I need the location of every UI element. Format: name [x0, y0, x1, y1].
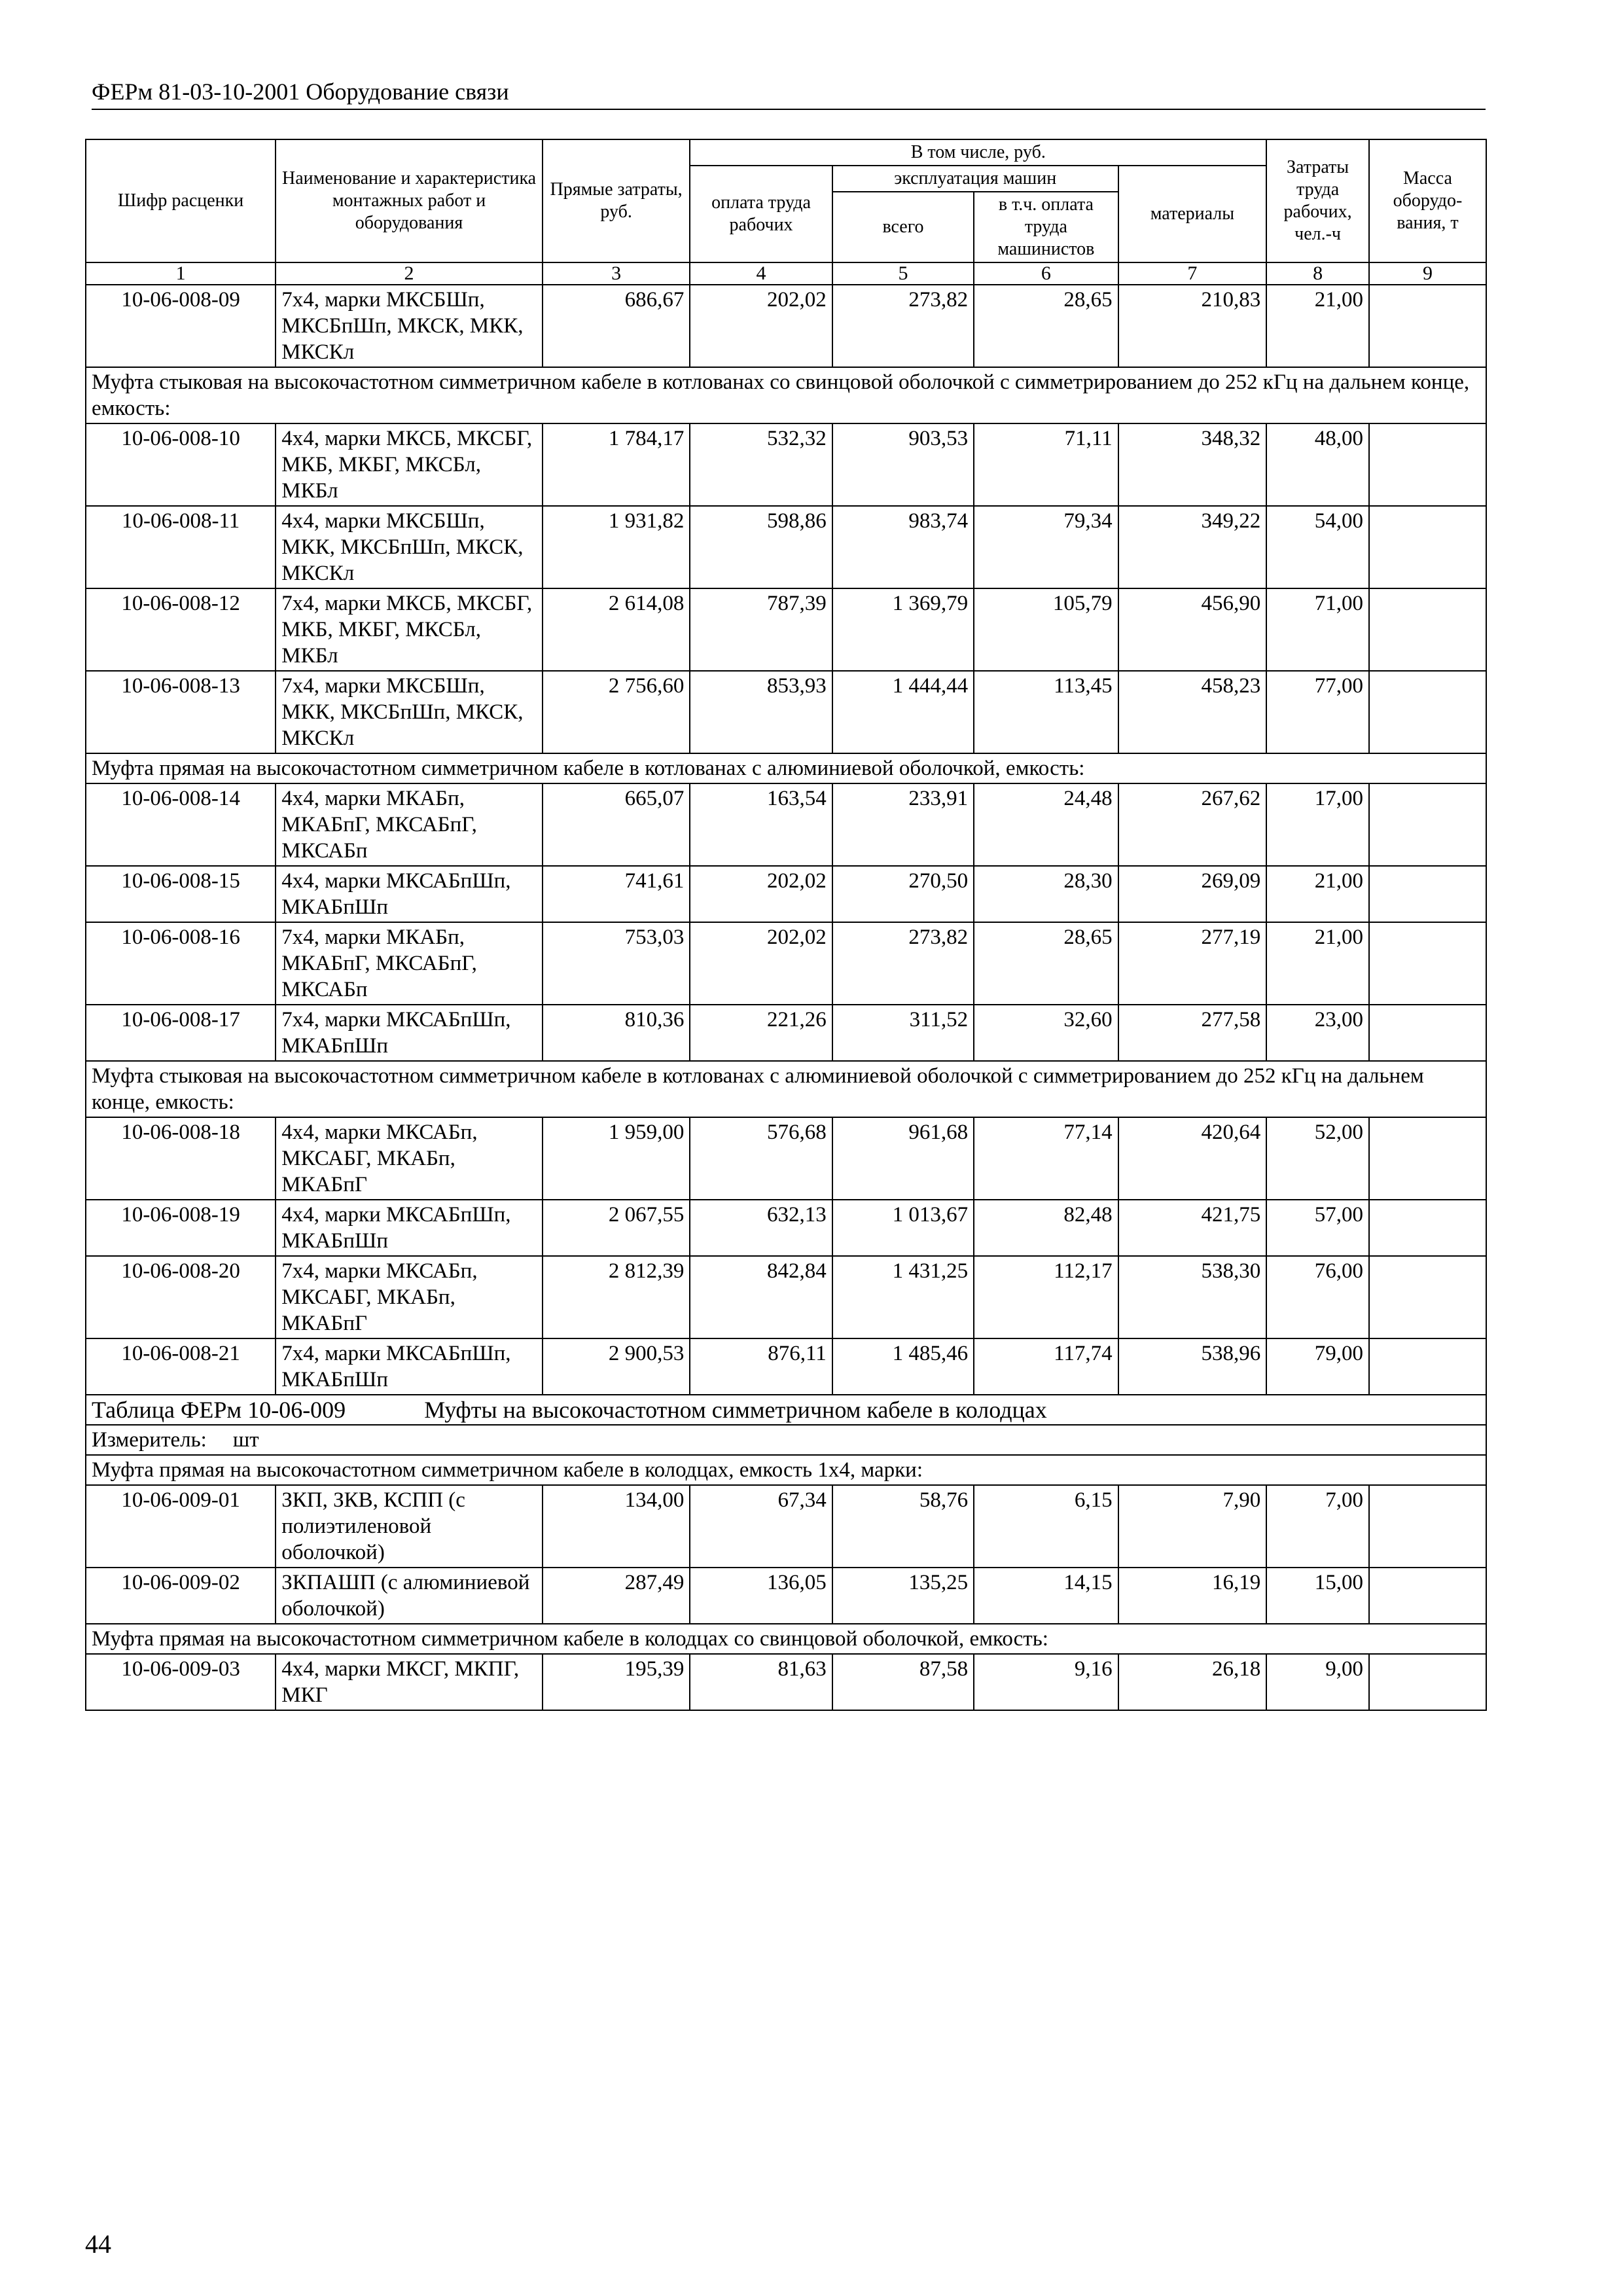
- equipment-mass: [1369, 285, 1486, 367]
- measure-label: Измеритель:: [92, 1428, 207, 1452]
- machines-pay: 9,16: [974, 1654, 1118, 1710]
- section-caption: Муфта прямая на высокочастотном симметричном кабеле в котлованах с алюминиевой оболочкой, емкость:: [86, 753, 1486, 783]
- equipment-mass: [1369, 1005, 1486, 1061]
- column-number: 7: [1118, 262, 1267, 285]
- table-row: [86, 783, 1486, 866]
- table-row: [86, 423, 1486, 506]
- direct-cost: 686,67: [543, 285, 690, 367]
- rate-code: 10-06-008-10: [86, 423, 276, 506]
- labor-pay: 163,54: [690, 783, 832, 866]
- machines-total: 311,52: [832, 1005, 974, 1061]
- header-labor-cost: Затраты труда рабочих, чел.-ч: [1266, 139, 1369, 262]
- table-row: [86, 1568, 1486, 1624]
- page-number: 44: [85, 2229, 111, 2259]
- direct-cost: 1 931,82: [543, 506, 690, 588]
- machines-pay: 71,11: [974, 423, 1118, 506]
- equipment-mass: [1369, 588, 1486, 671]
- direct-cost: 195,39: [543, 1654, 690, 1710]
- table-row: [86, 671, 1486, 753]
- direct-cost: 287,49: [543, 1568, 690, 1624]
- labor-hours: 23,00: [1266, 1005, 1369, 1061]
- labor-pay: 202,02: [690, 285, 832, 367]
- rate-code: 10-06-008-15: [86, 866, 276, 922]
- equipment-mass: [1369, 1654, 1486, 1710]
- header-including: В том числе, руб.: [690, 139, 1266, 166]
- machines-pay: 79,34: [974, 506, 1118, 588]
- column-number: 4: [690, 262, 832, 285]
- equipment-mass: [1369, 423, 1486, 506]
- measure-unit: шт: [232, 1428, 259, 1452]
- machines-total: 1 485,46: [832, 1338, 974, 1395]
- section-caption: Муфта стыковая на высокочастотном симметричном кабеле в котлованах с алюминиевой оболочкой с симметрированием до 252 кГц на дальнем конце, емкость:: [86, 1061, 1486, 1117]
- column-number: 3: [543, 262, 690, 285]
- labor-hours: 21,00: [1266, 285, 1369, 367]
- equipment-mass: [1369, 922, 1486, 1005]
- table-title-row: [86, 1395, 1486, 1425]
- rate-code: 10-06-009-02: [86, 1568, 276, 1624]
- rate-code: 10-06-009-03: [86, 1654, 276, 1710]
- machines-total: 270,50: [832, 866, 974, 922]
- labor-hours: 77,00: [1266, 671, 1369, 753]
- table-row: [86, 588, 1486, 671]
- machines-pay: 82,48: [974, 1200, 1118, 1256]
- materials-cost: 348,32: [1118, 423, 1267, 506]
- machines-total: 983,74: [832, 506, 974, 588]
- direct-cost: 665,07: [543, 783, 690, 866]
- header-code: Шифр расценки: [86, 139, 276, 262]
- work-name: 4х4, марки МКСГ, МКПГ, МКГ: [276, 1654, 543, 1710]
- work-name: 4х4, марки МКСБ, МКСБГ, МКБ, МКБГ, МКСБл, МКБл: [276, 423, 543, 506]
- work-name: ЗКП, ЗКВ, КСПП (с полиэтиленовой оболочкой): [276, 1485, 543, 1568]
- equipment-mass: [1369, 506, 1486, 588]
- materials-cost: 16,19: [1118, 1568, 1267, 1624]
- column-numbers-row: [86, 262, 1486, 285]
- labor-pay: 67,34: [690, 1485, 832, 1568]
- direct-cost: 1 784,17: [543, 423, 690, 506]
- labor-pay: 202,02: [690, 922, 832, 1005]
- section-caption: Муфта прямая на высокочастотном симметричном кабеле в колодцах со свинцовой оболочкой, емкость:: [86, 1624, 1486, 1654]
- labor-hours: 17,00: [1266, 783, 1369, 866]
- machines-total: 233,91: [832, 783, 974, 866]
- labor-pay: 532,32: [690, 423, 832, 506]
- machines-total: 135,25: [832, 1568, 974, 1624]
- rate-code: 10-06-008-19: [86, 1200, 276, 1256]
- equipment-mass: [1369, 866, 1486, 922]
- machines-pay: 24,48: [974, 783, 1118, 866]
- machines-pay: 112,17: [974, 1256, 1118, 1338]
- direct-cost: 810,36: [543, 1005, 690, 1061]
- work-name: 4х4, марки МКСАБпШп, МКАБпШп: [276, 1200, 543, 1256]
- equipment-mass: [1369, 1568, 1486, 1624]
- materials-cost: 421,75: [1118, 1200, 1267, 1256]
- machines-total: 1 444,44: [832, 671, 974, 753]
- equipment-mass: [1369, 1338, 1486, 1395]
- labor-pay: 136,05: [690, 1568, 832, 1624]
- work-name: 4х4, марки МКАБп, МКАБпГ, МКСАБпГ, МКСАБп: [276, 783, 543, 866]
- labor-hours: 71,00: [1266, 588, 1369, 671]
- materials-cost: 277,58: [1118, 1005, 1267, 1061]
- machines-total: 1 013,67: [832, 1200, 974, 1256]
- work-name: 7х4, марки МКСАБпШп, МКАБпШп: [276, 1338, 543, 1395]
- labor-hours: 54,00: [1266, 506, 1369, 588]
- labor-hours: 48,00: [1266, 423, 1369, 506]
- labor-pay: 576,68: [690, 1117, 832, 1200]
- table-number: Таблица ФЕРм 10-06-009: [92, 1397, 346, 1423]
- rate-code: 10-06-008-14: [86, 783, 276, 866]
- column-number: 5: [832, 262, 974, 285]
- direct-cost: 134,00: [543, 1485, 690, 1568]
- table-row: [86, 285, 1486, 367]
- machines-pay: 14,15: [974, 1568, 1118, 1624]
- rate-code: 10-06-008-21: [86, 1338, 276, 1395]
- labor-hours: 57,00: [1266, 1200, 1369, 1256]
- measure: [86, 1425, 1486, 1455]
- column-number: 1: [86, 262, 276, 285]
- work-name: 7х4, марки МКСБШп, МКК, МКСБпШп, МКСК, МКСКл: [276, 671, 543, 753]
- labor-hours: 21,00: [1266, 922, 1369, 1005]
- machines-pay: 28,65: [974, 922, 1118, 1005]
- labor-pay: 876,11: [690, 1338, 832, 1395]
- header-materials: материалы: [1118, 166, 1267, 262]
- table-row: [86, 866, 1486, 922]
- direct-cost: 2 067,55: [543, 1200, 690, 1256]
- machines-pay: 28,30: [974, 866, 1118, 922]
- equipment-mass: [1369, 1117, 1486, 1200]
- rate-code: 10-06-008-12: [86, 588, 276, 671]
- materials-cost: 7,90: [1118, 1485, 1267, 1568]
- materials-cost: 538,96: [1118, 1338, 1267, 1395]
- equipment-mass: [1369, 783, 1486, 866]
- labor-pay: 598,86: [690, 506, 832, 588]
- materials-cost: 26,18: [1118, 1654, 1267, 1710]
- work-name: 7х4, марки МКСАБп, МКСАБГ, МКАБп, МКАБпГ: [276, 1256, 543, 1338]
- section-row: [86, 1624, 1486, 1654]
- labor-pay: 81,63: [690, 1654, 832, 1710]
- section-row: [86, 367, 1486, 423]
- work-name: 7х4, марки МКСБ, МКСБГ, МКБ, МКБГ, МКСБл, МКБл: [276, 588, 543, 671]
- machines-pay: 113,45: [974, 671, 1118, 753]
- materials-cost: 456,90: [1118, 588, 1267, 671]
- rate-code: 10-06-008-16: [86, 922, 276, 1005]
- column-number: 9: [1369, 262, 1486, 285]
- machines-pay: 28,65: [974, 285, 1118, 367]
- table-row: [86, 1654, 1486, 1710]
- rate-code: 10-06-008-20: [86, 1256, 276, 1338]
- header-direct: Прямые затраты, руб.: [543, 139, 690, 262]
- direct-cost: 1 959,00: [543, 1117, 690, 1200]
- measure-row: [86, 1425, 1486, 1455]
- rate-code: 10-06-008-09: [86, 285, 276, 367]
- header-machines-pay: в т.ч. оплата труда машинистов: [974, 192, 1118, 262]
- table-row: [86, 1200, 1486, 1256]
- column-number: 8: [1266, 262, 1369, 285]
- machines-total: 903,53: [832, 423, 974, 506]
- rate-code: 10-06-008-13: [86, 671, 276, 753]
- labor-pay: 853,93: [690, 671, 832, 753]
- labor-pay: 842,84: [690, 1256, 832, 1338]
- labor-hours: 7,00: [1266, 1485, 1369, 1568]
- rate-code: 10-06-008-11: [86, 506, 276, 588]
- labor-hours: 21,00: [1266, 866, 1369, 922]
- machines-pay: 6,15: [974, 1485, 1118, 1568]
- materials-cost: 349,22: [1118, 506, 1267, 588]
- section-caption: Муфта стыковая на высокочастотном симметричном кабеле в котлованах со свинцовой оболочкой с симметрированием до 252 кГц на дальнем конце, емкость:: [86, 367, 1486, 423]
- materials-cost: 210,83: [1118, 285, 1267, 367]
- labor-hours: 79,00: [1266, 1338, 1369, 1395]
- table-row: [86, 1256, 1486, 1338]
- labor-pay: 632,13: [690, 1200, 832, 1256]
- machines-total: 273,82: [832, 285, 974, 367]
- work-name: 7х4, марки МКАБп, МКАБпГ, МКСАБпГ, МКСАБп: [276, 922, 543, 1005]
- equipment-mass: [1369, 671, 1486, 753]
- work-name: 7х4, марки МКСБШп, МКСБпШп, МКСК, МКК, МКСКл: [276, 285, 543, 367]
- labor-pay: 787,39: [690, 588, 832, 671]
- table-body: [86, 285, 1486, 1710]
- rate-code: 10-06-008-18: [86, 1117, 276, 1200]
- document-title: ФЕРм 81-03-10-2001 Оборудование связи: [92, 79, 509, 105]
- machines-total: 1 431,25: [832, 1256, 974, 1338]
- labor-pay: 221,26: [690, 1005, 832, 1061]
- machines-pay: 117,74: [974, 1338, 1118, 1395]
- section-row: [86, 1455, 1486, 1485]
- table-header: [86, 139, 1486, 285]
- materials-cost: 538,30: [1118, 1256, 1267, 1338]
- equipment-mass: [1369, 1485, 1486, 1568]
- work-name: 4х4, марки МКСАБп, МКСАБГ, МКАБп, МКАБпГ: [276, 1117, 543, 1200]
- table-row: [86, 922, 1486, 1005]
- section-row: [86, 753, 1486, 783]
- machines-total: 1 369,79: [832, 588, 974, 671]
- labor-hours: 76,00: [1266, 1256, 1369, 1338]
- table-title: [86, 1395, 1486, 1425]
- direct-cost: 2 900,53: [543, 1338, 690, 1395]
- header-machines: эксплуатация машин: [832, 166, 1118, 192]
- machines-pay: 32,60: [974, 1005, 1118, 1061]
- rate-code: 10-06-008-17: [86, 1005, 276, 1061]
- column-number: 2: [276, 262, 543, 285]
- rate-code: 10-06-009-01: [86, 1485, 276, 1568]
- section-caption: Муфта прямая на высокочастотном симметричном кабеле в колодцах, емкость 1х4, марки:: [86, 1455, 1486, 1485]
- table-row: [86, 1005, 1486, 1061]
- column-number: 6: [974, 262, 1118, 285]
- direct-cost: 2 812,39: [543, 1256, 690, 1338]
- equipment-mass: [1369, 1256, 1486, 1338]
- direct-cost: 741,61: [543, 866, 690, 922]
- section-row: [86, 1061, 1486, 1117]
- header-name: Наименование и характеристика монтажных работ и оборудования: [276, 139, 543, 262]
- machines-pay: 77,14: [974, 1117, 1118, 1200]
- machines-total: 961,68: [832, 1117, 974, 1200]
- work-name: 4х4, марки МКСБШп, МКК, МКСБпШп, МКСК, МКСКл: [276, 506, 543, 588]
- table-row: [86, 1117, 1486, 1200]
- labor-hours: 15,00: [1266, 1568, 1369, 1624]
- machines-total: 58,76: [832, 1485, 974, 1568]
- table-row: [86, 506, 1486, 588]
- materials-cost: 420,64: [1118, 1117, 1267, 1200]
- direct-cost: 753,03: [543, 922, 690, 1005]
- materials-cost: 277,19: [1118, 922, 1267, 1005]
- work-name: 7х4, марки МКСАБпШп, МКАБпШп: [276, 1005, 543, 1061]
- labor-hours: 52,00: [1266, 1117, 1369, 1200]
- machines-total: 273,82: [832, 922, 974, 1005]
- header-labor-pay: оплата труда рабочих: [690, 166, 832, 262]
- work-name: 4х4, марки МКСАБпШп, МКАБпШп: [276, 866, 543, 922]
- table-row: [86, 1338, 1486, 1395]
- machines-total: 87,58: [832, 1654, 974, 1710]
- materials-cost: 458,23: [1118, 671, 1267, 753]
- running-header: [92, 77, 1486, 110]
- direct-cost: 2 756,60: [543, 671, 690, 753]
- rates-table: [85, 139, 1487, 1711]
- machines-pay: 105,79: [974, 588, 1118, 671]
- header-mass: Масса оборудо-вания, т: [1369, 139, 1486, 262]
- table-row: [86, 1485, 1486, 1568]
- labor-pay: 202,02: [690, 866, 832, 922]
- equipment-mass: [1369, 1200, 1486, 1256]
- direct-cost: 2 614,08: [543, 588, 690, 671]
- work-name: ЗКПАШП (с алюминиевой оболочкой): [276, 1568, 543, 1624]
- header-machines-total: всего: [832, 192, 974, 262]
- materials-cost: 267,62: [1118, 783, 1267, 866]
- labor-hours: 9,00: [1266, 1654, 1369, 1710]
- table-name: Муфты на высокочастотном симметричном кабеле в колодцах: [424, 1397, 1047, 1423]
- materials-cost: 269,09: [1118, 866, 1267, 922]
